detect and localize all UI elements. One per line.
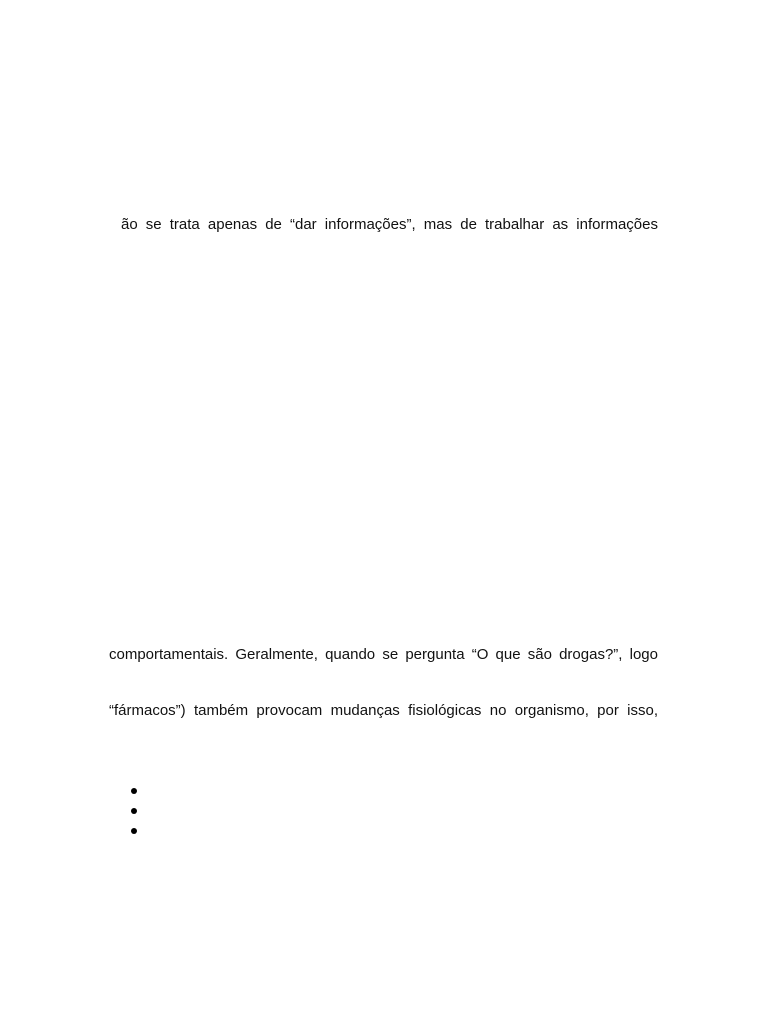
- text-line: comportamentais. Geralmente, quando se pergunta “O que são drogas?”, logo: [109, 646, 658, 663]
- bullet-list: [129, 783, 141, 843]
- bullet-icon: [131, 828, 137, 834]
- bullet-icon: [131, 788, 137, 794]
- text-line: ão se trata apenas de “dar informações”, mas de trabalhar as informações: [121, 216, 658, 233]
- bullet-list-item: [129, 803, 141, 823]
- text-line: “fármacos”) também provocam mudanças fisiológicas no organismo, por isso,: [109, 702, 658, 719]
- bullet-list-item: [129, 783, 141, 803]
- bullet-list-item: [129, 823, 141, 843]
- bullet-icon: [131, 808, 137, 814]
